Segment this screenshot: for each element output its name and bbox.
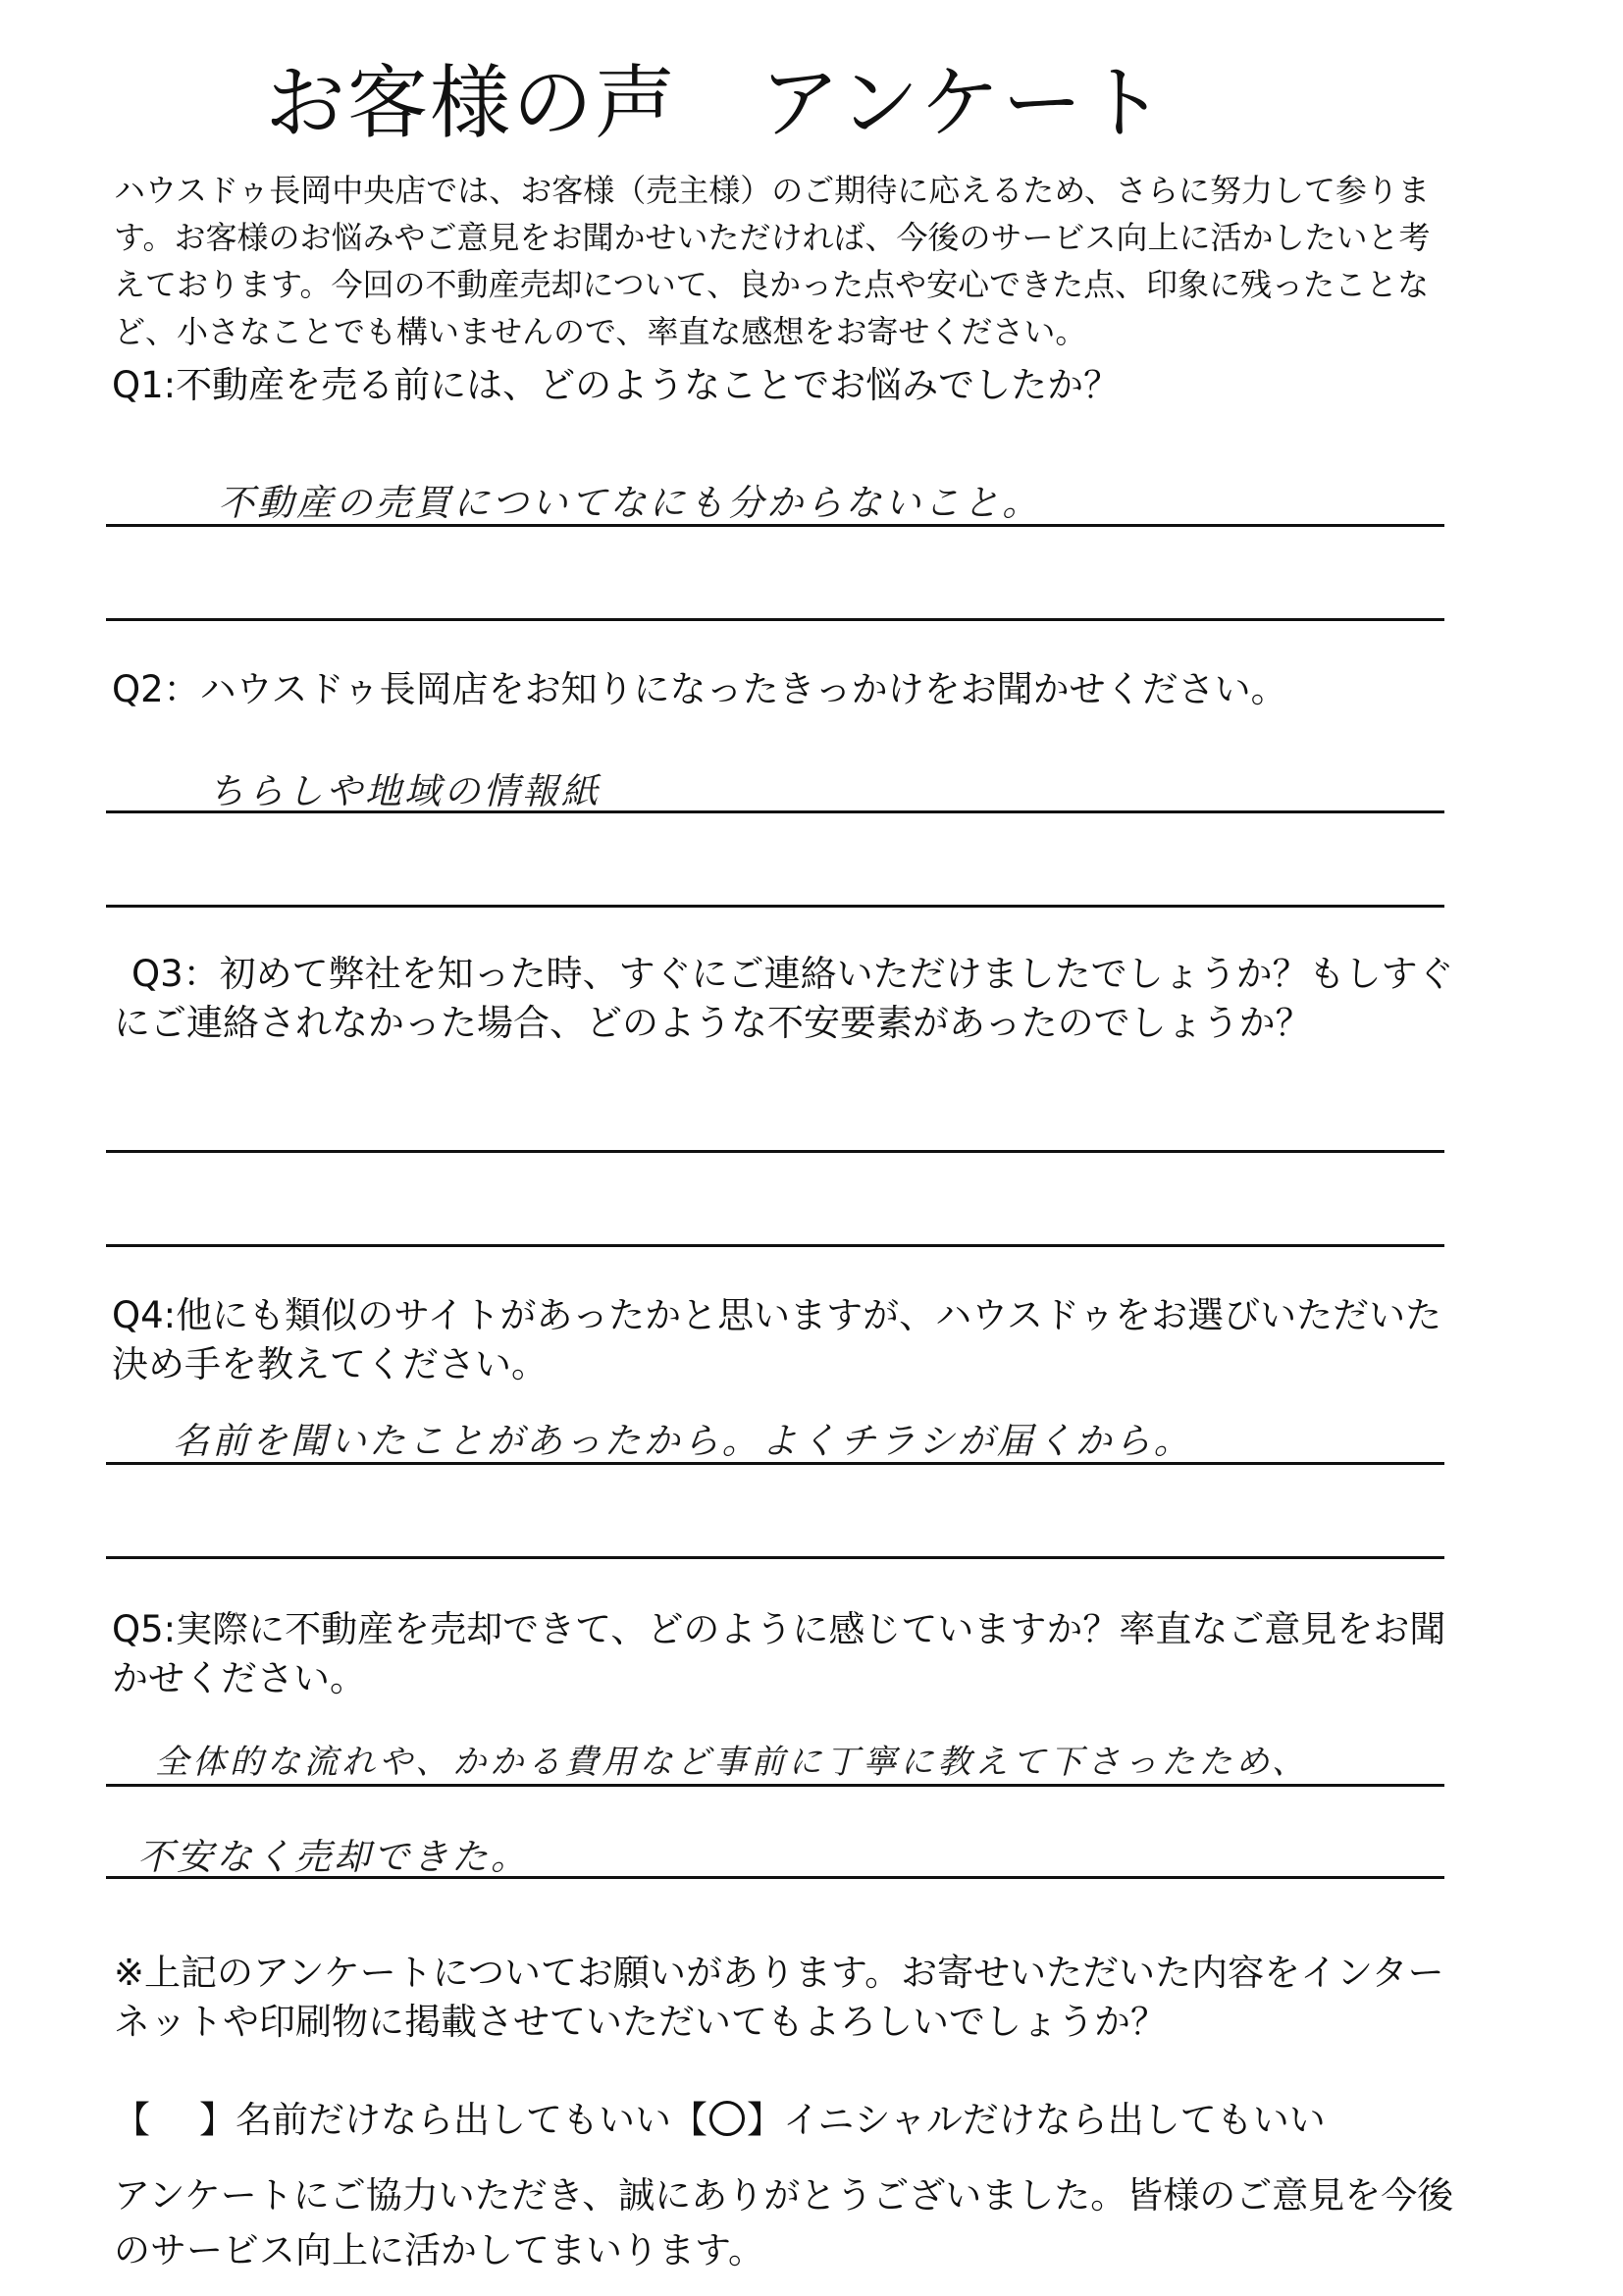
answer-5-line-1[interactable]: 全体的な流れや、かかる費用など事前に丁寧に教えて下さったため、: [155, 1743, 1309, 1782]
question-1: Q1:不動産を売る前には、どのようなことでお悩みでしたか？: [112, 364, 1121, 406]
consent-options: [114, 2090, 1326, 2143]
answer-4-line-1[interactable]: 名前を聞いたことがあったから。よくチラシが届くから。: [173, 1420, 1193, 1462]
consent-option-initials[interactable]: [671, 2090, 1326, 2143]
intro-text: ハウスドゥ長岡中央店では、お客様（売主様）のご期待に応えるため、さらに努力して参ります。お客様のお悩みやご意見をお聞かせいただければ、今後のサービス向上に活かしたいと考えております。今回の不動産売却について、良かった点や安心できた点、印象に残ったことなど、小さなことでも構いませんので、率直な感想をお寄せください。: [114, 172, 1431, 350]
option-2-label: イニシャルだけなら出してもいい: [783, 2099, 1326, 2141]
answer-line: [106, 1556, 1444, 1559]
answer-1-line-1[interactable]: 不動産の売買についてなにも分からないこと。: [218, 482, 1042, 524]
answer-2-line-1[interactable]: ちらしや地域の情報紙: [208, 770, 601, 812]
answer-line: [106, 1876, 1444, 1879]
publication-note: ※上記のアンケートについてお願いがあります。お寄せいただいた内容をインターネットや印刷物に掲載させていただいてもよろしいでしょうか？: [114, 1952, 1444, 2043]
page-title: お客様の声 アンケート: [265, 57, 1168, 150]
answer-line: [106, 1150, 1444, 1153]
option-1-close-bracket: 】: [199, 2099, 236, 2141]
question-5: Q5:実際に不動産を売却できて、どのように感じていますか？率直なご意見をお聞かせください。: [112, 1608, 1446, 1699]
answer-line: [106, 1244, 1444, 1247]
answer-line: [106, 905, 1444, 908]
closing-message: アンケートにご協力いただき、誠にありがとうございました。皆様のご意見を今後のサービス向上に活かしてまいります。: [114, 2174, 1454, 2271]
option-1-open-bracket: 【: [114, 2099, 150, 2141]
answer-line: [106, 1784, 1444, 1787]
option-2-open-bracket: 【: [671, 2099, 707, 2141]
answer-line: [106, 810, 1444, 813]
question-4: Q4:他にも類似のサイトがあったかと思いますが、ハウスドゥをお選びいただいた決め手を教えてください。: [112, 1294, 1442, 1385]
question-2: Q2：ハウスドゥ長岡店をお知りになったきっかけをお聞かせください。: [112, 668, 1287, 710]
consent-option-name[interactable]: [114, 2090, 671, 2143]
question-3: Q3：初めて弊社を知った時、すぐにご連絡いただけましたでしょうか？もしすぐにご連絡されなかった場合、どのような不安要素があったのでしょうか？: [114, 953, 1454, 1044]
option-2-close-bracket: 】: [747, 2099, 783, 2141]
answer-5-line-2[interactable]: 不安なく売却できた。: [137, 1836, 530, 1878]
selected-circle-icon[interactable]: [709, 2101, 745, 2136]
answer-line: [106, 618, 1444, 621]
answer-line: [106, 524, 1444, 527]
option-1-label: 名前だけなら出してもいい: [236, 2099, 671, 2141]
answer-line: [106, 1462, 1444, 1465]
